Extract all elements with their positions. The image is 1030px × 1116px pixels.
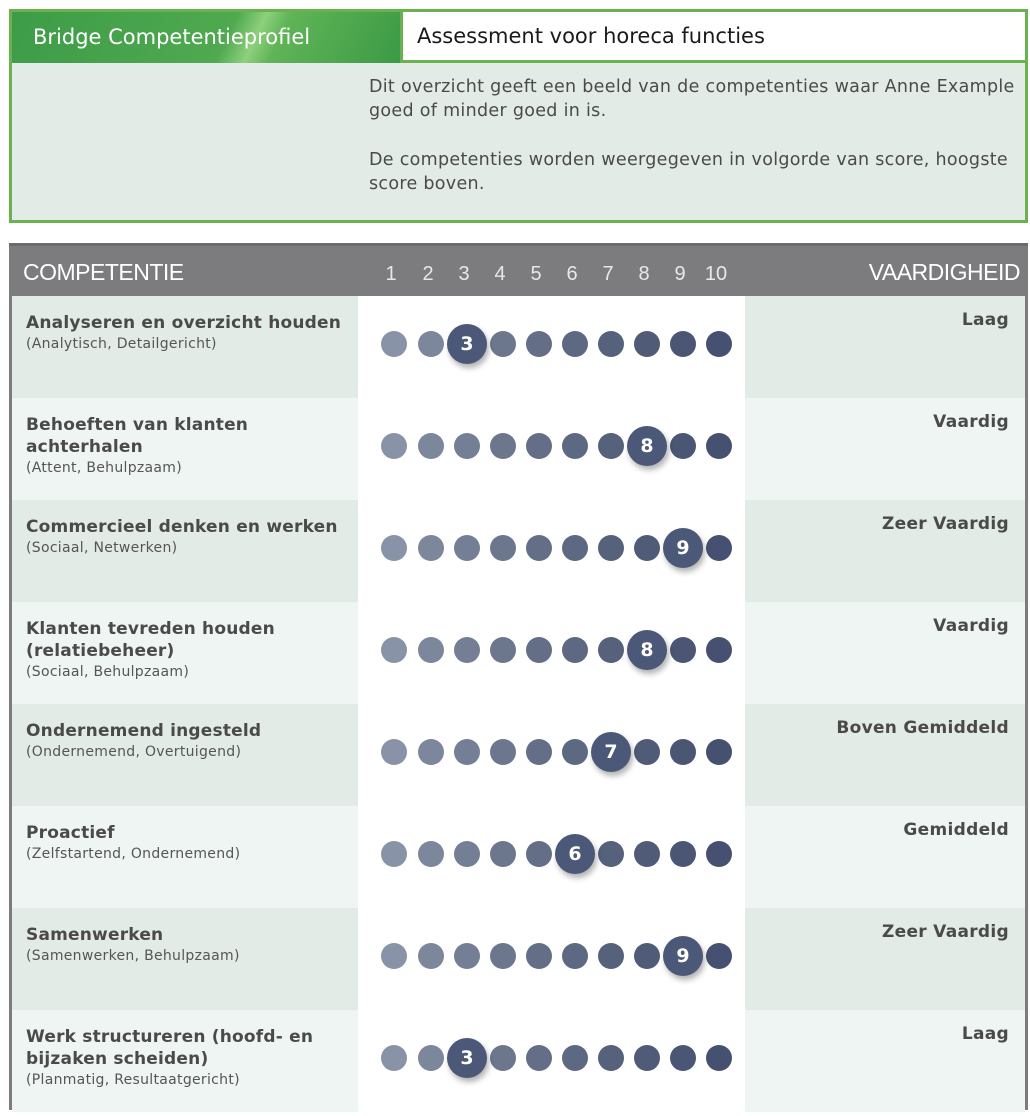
competence-column-header: COMPETENTIE: [23, 259, 184, 285]
scale-dot: [454, 739, 480, 765]
scale-dot: [526, 535, 552, 561]
scale-dot: [598, 841, 624, 867]
scale-dot: [381, 739, 407, 765]
scale-dot: [418, 637, 444, 663]
scale-dot: [418, 331, 444, 357]
scale-dot: [418, 1045, 444, 1071]
competence-title: Analyseren en overzicht houden: [26, 313, 342, 333]
skill-level: Vaardig: [933, 616, 1009, 636]
scale-dot: [454, 841, 480, 867]
scale-dot: [490, 331, 516, 357]
competence-name: [26, 822, 346, 864]
scale-dot: [562, 637, 588, 663]
scale-dot: [562, 943, 588, 969]
competence-traits: (Sociaal, Behulpzaam): [26, 664, 190, 680]
scale-dot: [490, 535, 516, 561]
scale-dot: [598, 331, 624, 357]
competence-traits: (Ondernemend, Overtuigend): [26, 744, 242, 760]
competence-name: [26, 516, 346, 558]
scale-dot: [634, 535, 660, 561]
competence-traits: (Zelfstartend, Ondernemend): [26, 846, 241, 862]
competence-title: Proactief: [26, 823, 115, 843]
scale-dot: [490, 841, 516, 867]
score-marker: 3: [447, 1038, 487, 1078]
scale-dot: [381, 433, 407, 459]
skill-level: Boven Gemiddeld: [836, 718, 1009, 738]
scale-dot: [454, 637, 480, 663]
competence-title: Samenwerken: [26, 925, 164, 945]
scale-dot: [526, 637, 552, 663]
scale-dot: [670, 637, 696, 663]
scale-number: 5: [530, 263, 542, 285]
score-marker: 9: [663, 528, 703, 568]
competence-name: [26, 924, 346, 966]
scale-number: 7: [602, 263, 614, 285]
scale-dot: [670, 433, 696, 459]
scale-dot: [490, 739, 516, 765]
brand-tab: Bridge Competentieprofiel: [12, 12, 400, 63]
competence-traits: (Sociaal, Netwerken): [26, 540, 178, 556]
competence-title: Commercieel denken en werken: [26, 517, 338, 537]
scale-dot: [490, 637, 516, 663]
scale-dot: [381, 637, 407, 663]
scale-dot: [526, 943, 552, 969]
skill-level: Laag: [961, 1024, 1009, 1044]
profile-header: [9, 9, 1028, 223]
competence-name: [26, 414, 346, 478]
competence-rows: [12, 296, 1025, 1112]
skill-level: Zeer Vaardig: [881, 514, 1009, 534]
scale-dot: [454, 943, 480, 969]
scale-dot: [598, 943, 624, 969]
scale-number: 1: [385, 263, 397, 285]
score-marker: 9: [663, 936, 703, 976]
level-column-header: VAARDIGHEID: [868, 259, 1020, 285]
scale-dot: [454, 433, 480, 459]
scale-dot: [670, 331, 696, 357]
competence-traits: (Attent, Behulpzaam): [26, 460, 182, 476]
skill-level: Vaardig: [933, 412, 1009, 432]
scale-dot: [526, 331, 552, 357]
scale-number: 10: [704, 263, 728, 285]
scale-dot: [670, 1045, 696, 1071]
skill-level: Gemiddeld: [903, 820, 1009, 840]
scale-dot: [418, 433, 444, 459]
scale-dot: [418, 841, 444, 867]
scale-dot: [526, 433, 552, 459]
scale-dot: [634, 331, 660, 357]
competence-name: [26, 720, 346, 762]
scale-dot: [634, 739, 660, 765]
scale-dot: [706, 943, 732, 969]
competence-name: [26, 1026, 346, 1090]
scale-dot: [598, 1045, 624, 1071]
competence-table: [9, 243, 1028, 1110]
scale-dot: [526, 739, 552, 765]
scale-dot: [634, 1045, 660, 1071]
scale-dot: [526, 1045, 552, 1071]
assessment-title: Assessment voor horeca functies: [400, 12, 1025, 63]
score-marker: 7: [591, 732, 631, 772]
score-marker: 8: [627, 426, 667, 466]
table-row: [12, 500, 1025, 602]
scale-dot: [706, 739, 732, 765]
scale-dot: [706, 841, 732, 867]
scale-dot: [418, 943, 444, 969]
competence-traits: (Samenwerken, Behulpzaam): [26, 948, 240, 964]
scale-dot: [418, 739, 444, 765]
scale-dot: [706, 1045, 732, 1071]
scale-dot: [490, 433, 516, 459]
competence-name: [26, 312, 346, 354]
intro-text: [369, 75, 1019, 221]
scale-dot: [598, 637, 624, 663]
table-row: [12, 806, 1025, 908]
scale-number: 9: [674, 263, 686, 285]
table-row: [12, 704, 1025, 806]
competence-name: [26, 618, 346, 682]
scale-dot: [634, 943, 660, 969]
intro-paragraph-1: Dit overzicht geeft een beeld van de competenties waar Anne Example goed of minder goed in is.: [369, 77, 1015, 121]
scale-dot: [562, 433, 588, 459]
score-marker: 6: [555, 834, 595, 874]
scale-dot: [562, 1045, 588, 1071]
scale-dot: [670, 739, 696, 765]
score-marker: 3: [447, 324, 487, 364]
scale-number: 6: [566, 263, 578, 285]
scale-dot: [490, 1045, 516, 1071]
scale-dot: [490, 943, 516, 969]
scale-dot: [381, 1045, 407, 1071]
competence-traits: (Planmatig, Resultaatgericht): [26, 1072, 240, 1088]
scale-dot: [454, 535, 480, 561]
scale-number: 4: [494, 263, 506, 285]
table-row: [12, 296, 1025, 398]
scale-dot: [381, 841, 407, 867]
table-row: [12, 908, 1025, 1010]
intro-paragraph-2: De competenties worden weergegeven in volgorde van score, hoogste score boven.: [369, 150, 1008, 194]
scale-number: 3: [458, 263, 470, 285]
competence-title: Behoeften van klanten achterhalen: [26, 415, 249, 457]
table-row: [12, 1010, 1025, 1112]
scale-dot: [706, 331, 732, 357]
skill-level: Laag: [961, 310, 1009, 330]
scale-number: 2: [422, 263, 434, 285]
scale-dot: [562, 535, 588, 561]
competence-title: Ondernemend ingesteld: [26, 721, 262, 741]
table-row: [12, 398, 1025, 500]
scale-dot: [526, 841, 552, 867]
skill-level: Zeer Vaardig: [881, 922, 1009, 942]
scale-dot: [706, 637, 732, 663]
score-marker: 8: [627, 630, 667, 670]
scale-dot: [706, 433, 732, 459]
competence-title: Klanten tevreden houden (relatiebeheer): [26, 619, 275, 661]
competence-traits: (Analytisch, Detailgericht): [26, 336, 217, 352]
scale-dot: [670, 841, 696, 867]
scale-dot: [418, 535, 444, 561]
scale-dot: [598, 433, 624, 459]
scale-number: 8: [638, 263, 650, 285]
scale-dot: [706, 535, 732, 561]
scale-dot: [381, 535, 407, 561]
scale-dot: [562, 331, 588, 357]
scale-dot: [562, 739, 588, 765]
table-row: [12, 602, 1025, 704]
table-header: [9, 243, 1028, 296]
scale-dot: [634, 841, 660, 867]
scale-dot: [381, 943, 407, 969]
scale-dot: [381, 331, 407, 357]
competence-title: Werk structureren (hoofd- en bijzaken scheiden): [26, 1027, 314, 1069]
scale-dot: [598, 535, 624, 561]
